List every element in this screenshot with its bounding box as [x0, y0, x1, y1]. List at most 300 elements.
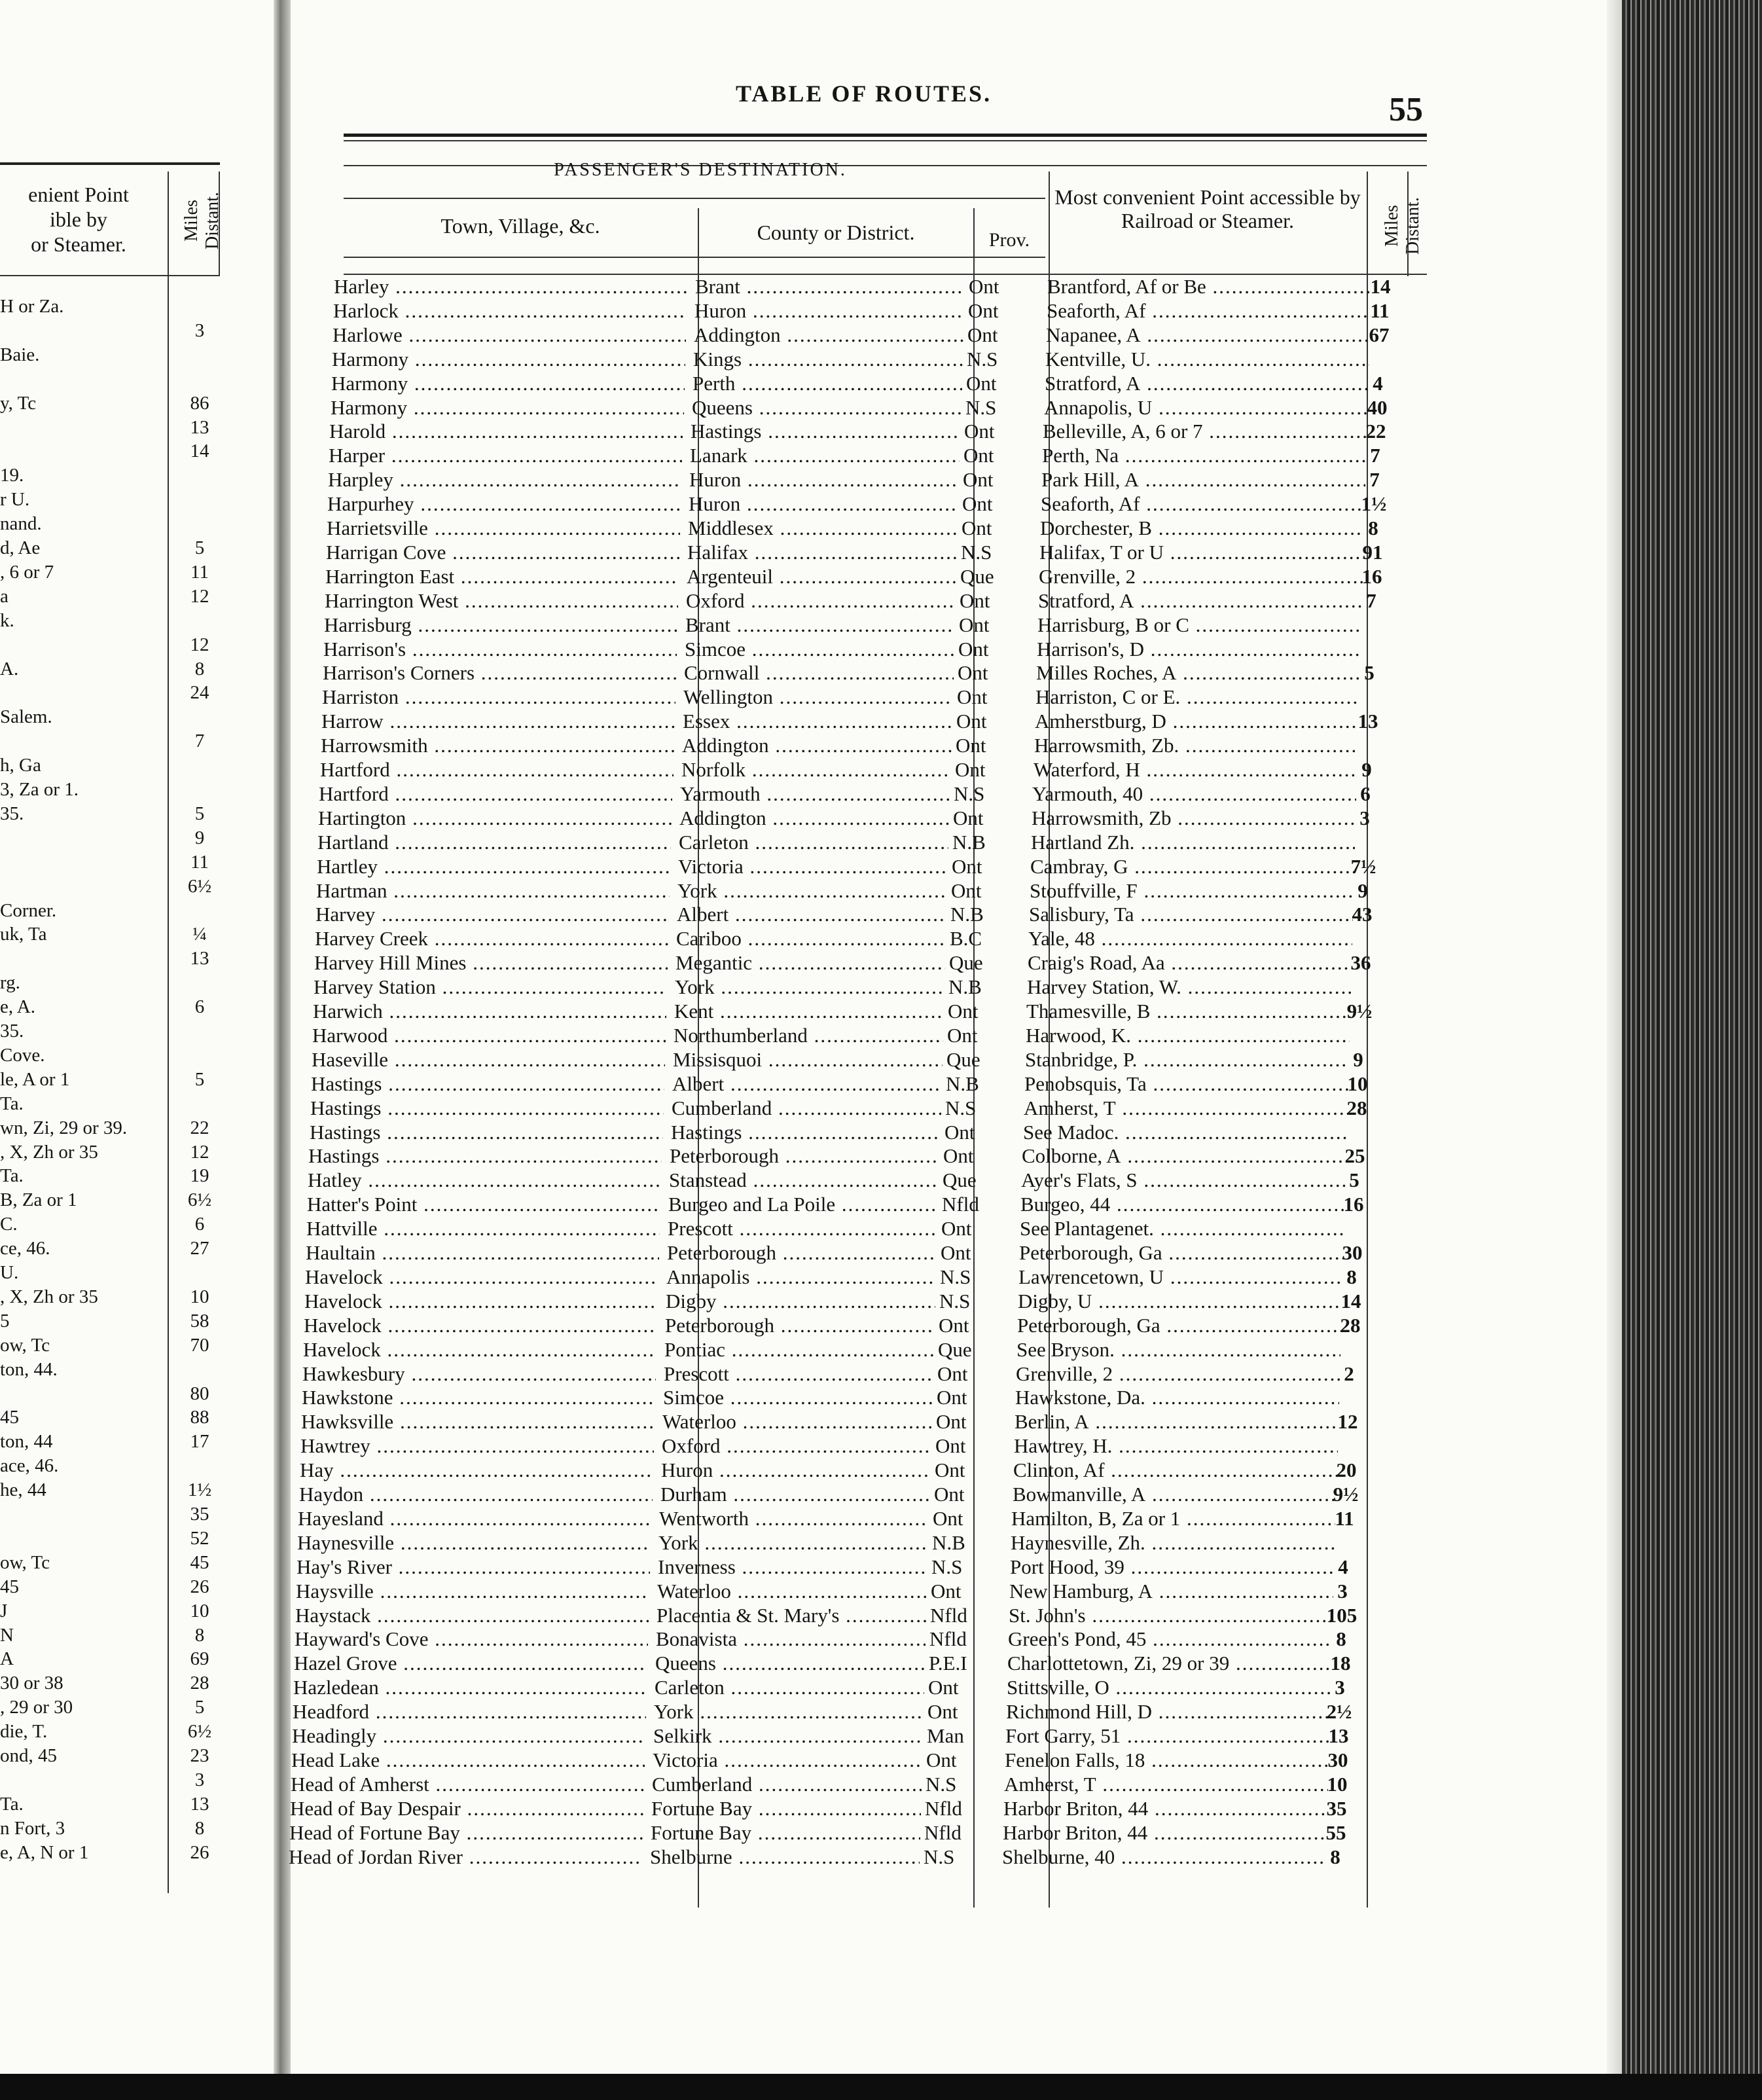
prov-cell: B.C	[950, 927, 982, 950]
left-row-text: A	[0, 1648, 14, 1670]
county-cell: Queens .....	[692, 396, 962, 420]
left-row-miles: 27	[190, 1238, 209, 1259]
miles-cell: 10	[1327, 1772, 1348, 1796]
town-cell: Haysville .....	[296, 1580, 649, 1603]
miles-cell: 9½	[1333, 1483, 1359, 1506]
prov-cell: Ont	[948, 1000, 979, 1023]
left-row-text: y, Tc	[0, 392, 37, 414]
left-row-miles: 3	[194, 1769, 205, 1790]
county-cell: Huron .....	[689, 468, 959, 492]
point-cell: Berlin, A .....	[1015, 1410, 1339, 1434]
left-row-text: d, Ae	[0, 537, 41, 558]
town-cell: Hastings .....	[310, 1121, 663, 1144]
point-cell: Peterborough, Ga .....	[1017, 1314, 1341, 1337]
prov-cell: Ont	[956, 734, 986, 757]
town-cell: Head of Fortune Bay .....	[289, 1821, 643, 1845]
column-rule	[1407, 172, 1409, 276]
point-cell: Belleville, A, 6 or 7 .....	[1043, 420, 1367, 443]
prov-cell: Man	[927, 1724, 964, 1747]
town-cell: Haydon .....	[299, 1483, 653, 1506]
miles-cell: 4	[1338, 1555, 1348, 1578]
left-row-text: 45	[0, 1407, 19, 1428]
town-cell: Hattville .....	[306, 1217, 660, 1240]
town-cell: Harper .....	[329, 444, 682, 467]
county-cell: Prescott .....	[664, 1362, 933, 1386]
prov-cell: Ont	[937, 1362, 968, 1385]
town-cell: Hartington .....	[318, 806, 672, 830]
town-cell: Havelock .....	[305, 1265, 658, 1289]
county-cell: Inverness .....	[658, 1555, 927, 1579]
left-row-miles: 19	[190, 1165, 209, 1187]
county-cell: Yarmouth .....	[680, 782, 950, 806]
left-row-miles: 1½	[187, 1479, 212, 1501]
prov-cell: Ont	[959, 613, 990, 636]
prov-cell: Nfld	[925, 1796, 962, 1820]
left-header-rule	[0, 162, 220, 165]
town-cell: Hartford .....	[319, 782, 672, 806]
point-cell: Burgeo, 44 .....	[1020, 1193, 1344, 1216]
town-cell: Harrigan Cove .....	[326, 541, 679, 564]
left-row-text: ton, 44.	[0, 1358, 58, 1380]
left-row-text: le, A or 1	[0, 1068, 70, 1090]
county-cell: Argenteuil .....	[687, 565, 956, 588]
town-cell: Harrington West .....	[325, 589, 678, 613]
miles-cell: 9	[1361, 758, 1372, 781]
point-cell: Stouffville, F .....	[1030, 879, 1354, 903]
county-cell: Fortune Bay .....	[651, 1821, 920, 1845]
left-row-text: he, 44	[0, 1479, 46, 1501]
miles-cell: 7	[1366, 588, 1376, 612]
county-cell: York .....	[675, 975, 944, 999]
left-row-text: 35.	[0, 1021, 24, 1041]
town-cell: Harmony .....	[332, 348, 685, 371]
miles-cell: 9½	[1346, 1000, 1373, 1023]
miles-cell: 14	[1370, 275, 1391, 298]
left-row-text: Salem.	[0, 706, 52, 728]
town-cell: Head Lake .....	[291, 1748, 645, 1772]
town-cell: Hawkstone .....	[302, 1386, 655, 1409]
county-cell: Placentia & St. Mary's .....	[656, 1604, 926, 1627]
left-row-miles: 12	[190, 1141, 209, 1163]
point-cell: Ayer's Flats, S .....	[1021, 1168, 1345, 1192]
county-cell: Brant .....	[685, 613, 955, 637]
left-header	[0, 182, 157, 257]
county-cell: Burgeo and La Poile .....	[668, 1193, 938, 1216]
county-cell: Digby .....	[666, 1290, 935, 1313]
prov-cell: Que	[949, 951, 983, 975]
left-row-miles: 6½	[187, 1189, 212, 1211]
left-row-text: Cove.	[0, 1044, 45, 1066]
miles-cell: 12	[1337, 1410, 1358, 1434]
county-cell: Cumberland .....	[672, 1096, 941, 1120]
left-row-miles: 5	[194, 1697, 205, 1718]
county-cell: Halifax .....	[687, 541, 957, 564]
prov-cell: Que	[960, 564, 994, 588]
point-cell: Perth, Na .....	[1042, 444, 1366, 467]
prov-cell: Ont	[958, 637, 989, 661]
miles-cell: 8	[1346, 1265, 1357, 1288]
county-cell: Pontiac .....	[664, 1338, 934, 1362]
prov-cell: Ont	[957, 685, 988, 709]
left-row-text: B, Za or 1	[0, 1189, 77, 1211]
point-cell: Fort Garry, 51 .....	[1005, 1724, 1329, 1748]
miles-cell: 36	[1350, 951, 1371, 975]
town-cell: Harvey Creek .....	[315, 927, 668, 950]
left-row-miles: 35	[190, 1504, 209, 1525]
county-cell: Addington .....	[679, 806, 949, 830]
county-cell: Wellington .....	[683, 685, 953, 709]
prov-cell: Ont	[963, 444, 994, 467]
left-row-miles: 9	[194, 827, 205, 848]
point-cell: Brantford, Af or Be .....	[1047, 275, 1371, 299]
town-cell: Hastings .....	[308, 1144, 662, 1168]
left-row-miles: 6½	[187, 875, 212, 897]
scan-border	[0, 2074, 1762, 2100]
left-row-miles: 88	[190, 1407, 209, 1428]
miles-cell: 7½	[1350, 854, 1376, 878]
left-row-text: 45	[0, 1576, 19, 1597]
miles-cell: 8	[1336, 1627, 1346, 1651]
prov-cell: Ont	[962, 492, 993, 516]
county-cell: Addington .....	[682, 734, 952, 757]
miles-cell: 30	[1327, 1748, 1348, 1771]
county-cell: Essex .....	[683, 710, 952, 733]
left-row-text: ond, 45	[0, 1745, 57, 1766]
county-cell: York .....	[658, 1531, 928, 1555]
county-cell: Cariboo .....	[676, 927, 946, 950]
left-row-text: N	[0, 1624, 14, 1646]
miles-cell: 2½	[1326, 1700, 1352, 1724]
county-cell: Prescott .....	[668, 1217, 937, 1240]
point-cell: Amherst, T .....	[1004, 1773, 1328, 1796]
town-cell: Hartland .....	[317, 831, 671, 854]
prov-cell: N.B	[952, 830, 986, 854]
page-number: 55	[1389, 91, 1423, 128]
town-cell: Hatter's Point .....	[307, 1193, 660, 1216]
county-cell: Hastings .....	[671, 1121, 941, 1144]
prov-cell: Nfld	[942, 1193, 979, 1216]
prov-cell: Ont	[947, 1023, 978, 1047]
point-cell: St. John's .....	[1009, 1604, 1333, 1627]
left-row-miles: 13	[190, 948, 209, 969]
point-cell: Richmond Hill, D .....	[1006, 1700, 1330, 1724]
left-row-miles: 8	[194, 658, 205, 679]
county-cell: Peterborough .....	[670, 1144, 939, 1168]
prov-cell: Ont	[943, 1144, 974, 1168]
prov-cell: Ont	[955, 758, 986, 781]
miles-cell: 55	[1325, 1820, 1346, 1844]
column-header-point: Most convenient Point accessible by Railroad or Steamer.	[1054, 185, 1361, 232]
left-row-text: ton, 44	[0, 1431, 53, 1453]
left-row-miles: 70	[190, 1334, 209, 1356]
town-cell: Haynesville .....	[297, 1531, 651, 1555]
prov-cell: Ont	[933, 1506, 963, 1530]
town-cell: Harmony .....	[331, 372, 685, 395]
left-row-text: e, A.	[0, 996, 35, 1018]
prov-cell: Ont	[968, 299, 999, 322]
point-cell: Harrowsmith, Zb .....	[1032, 806, 1356, 830]
point-cell: Fenelon Falls, 18 .....	[1005, 1748, 1329, 1772]
miles-cell: 43	[1352, 903, 1373, 926]
point-cell: Haynesville, Zh. .....	[1011, 1531, 1335, 1555]
left-row-text: die, T.	[0, 1721, 48, 1743]
left-row-text: J	[0, 1600, 8, 1621]
left-row-text: 19.	[0, 465, 24, 486]
county-cell: Huron .....	[694, 299, 964, 323]
miles-cell: 8	[1368, 516, 1378, 539]
left-row-miles: 14	[190, 441, 209, 462]
town-cell: Havelock .....	[303, 1338, 656, 1362]
town-cell: Hayesland .....	[298, 1507, 651, 1530]
county-cell: Hastings .....	[691, 420, 960, 443]
left-row-text: rg.	[0, 972, 20, 994]
prov-cell: Que	[946, 1047, 980, 1071]
town-cell: Hartman .....	[316, 879, 670, 903]
left-row-miles: 3	[194, 319, 205, 341]
point-cell: Bowmanville, A .....	[1013, 1483, 1337, 1506]
town-cell: Harriston .....	[322, 685, 675, 709]
left-row-text: Baie.	[0, 344, 40, 365]
prov-cell: Que	[943, 1168, 977, 1192]
miles-cell: 7	[1369, 468, 1380, 492]
book-gutter	[274, 0, 291, 2100]
town-cell: Harold .....	[329, 420, 683, 443]
prov-cell: N.S	[967, 347, 998, 371]
town-cell: Hastings .....	[311, 1072, 664, 1096]
county-cell: Missisquoi .....	[673, 1048, 943, 1072]
point-cell: Lawrencetown, U .....	[1018, 1265, 1342, 1289]
county-cell: Bonavista .....	[656, 1627, 926, 1651]
point-cell: Digby, U .....	[1018, 1290, 1342, 1313]
miles-cell: 28	[1340, 1313, 1361, 1337]
point-cell: Hamilton, B, Za or 1 .....	[1011, 1507, 1335, 1530]
miles-cell: 5	[1349, 1168, 1359, 1192]
county-cell: Oxford .....	[686, 589, 956, 613]
prov-cell: Nfld	[929, 1627, 967, 1651]
left-row-miles: 8	[194, 1624, 205, 1646]
point-cell: Green's Pond, 45 .....	[1008, 1627, 1332, 1651]
left-row-miles: 10	[190, 1600, 209, 1621]
prov-cell: N.S	[939, 1289, 971, 1312]
left-row-miles: 12	[190, 634, 209, 655]
county-cell: Victoria .....	[653, 1748, 922, 1772]
county-cell: Fortune Bay .....	[651, 1797, 921, 1820]
county-cell: Waterloo .....	[662, 1410, 932, 1434]
miles-label: Miles Distant.	[1382, 197, 1423, 255]
town-cell: Hawkesbury .....	[302, 1362, 656, 1386]
miles-cell: 18	[1330, 1652, 1351, 1675]
town-cell: Haystack .....	[295, 1604, 649, 1627]
town-cell: Harrison's .....	[323, 638, 677, 661]
left-row-miles: 45	[190, 1551, 209, 1573]
county-cell: Huron .....	[689, 492, 958, 516]
prov-cell: Ont	[926, 1748, 957, 1771]
county-cell: Megantic .....	[675, 951, 945, 975]
point-cell: Stratford, A .....	[1038, 589, 1362, 613]
miles-cell: 8	[1330, 1845, 1340, 1868]
town-cell: Harpurhey .....	[327, 492, 681, 516]
prov-cell: Ont	[960, 588, 990, 612]
left-row-miles: 13	[190, 1793, 209, 1815]
left-row-miles: 6½	[187, 1721, 212, 1743]
prov-cell: Ont	[969, 275, 999, 298]
left-header-line: or Steamer.	[31, 232, 126, 256]
left-row-text: ow, Tc	[0, 1334, 50, 1356]
town-cell: Headingly .....	[292, 1724, 645, 1748]
point-cell: Harriston, C or E. .....	[1035, 685, 1359, 709]
point-cell: Stratford, A .....	[1045, 372, 1369, 395]
county-cell: Cornwall .....	[684, 661, 954, 685]
prov-cell: Ont	[941, 1217, 972, 1240]
miles-cell: 4	[1373, 371, 1383, 395]
point-cell: Shelburne, 40 .....	[1002, 1845, 1326, 1869]
town-cell: Hawtrey .....	[300, 1434, 654, 1458]
left-header-bottom-rule	[0, 275, 220, 276]
miles-cell: 25	[1344, 1144, 1365, 1168]
town-cell: Hastings .....	[310, 1096, 664, 1120]
prov-cell: Ont	[934, 1483, 965, 1506]
point-cell: Stanbridge, P. .....	[1025, 1048, 1349, 1072]
miles-cell: 11	[1335, 1506, 1354, 1530]
miles-cell: 6	[1360, 782, 1371, 805]
county-cell: Peterborough .....	[667, 1241, 937, 1265]
miles-cell: 20	[1336, 1458, 1357, 1482]
miles-cell: 7	[1370, 444, 1380, 467]
left-row-miles: 80	[190, 1383, 209, 1404]
point-cell: See Plantagenet. .....	[1020, 1217, 1344, 1240]
left-partial-page	[0, 0, 274, 2074]
town-cell: Harrison's Corners .....	[323, 661, 676, 685]
prov-cell: N.B	[948, 975, 982, 999]
left-row-text: , X, Zh or 35	[0, 1141, 98, 1163]
county-cell: Middlesex .....	[688, 516, 958, 540]
prov-cell: Ont	[967, 323, 998, 346]
county-cell: Perth .....	[692, 372, 962, 395]
left-row-miles: 11	[190, 561, 209, 583]
left-row-text: H or Za.	[0, 296, 64, 317]
left-row-text: k.	[0, 609, 14, 631]
county-cell: Northumberland .....	[674, 1024, 943, 1047]
town-cell: Head of Jordan River .....	[289, 1845, 642, 1869]
point-cell: Harwood, K. .....	[1026, 1024, 1350, 1047]
left-row-text: Ta.	[0, 1793, 24, 1815]
miles-cell: 3	[1359, 806, 1370, 829]
left-row-miles: 6	[194, 996, 205, 1018]
left-row-miles: 52	[190, 1527, 209, 1549]
town-cell: Harley .....	[334, 275, 687, 299]
town-cell: Harrow .....	[321, 710, 675, 733]
left-row-miles: 5	[194, 803, 205, 824]
left-miles-header	[173, 172, 223, 270]
left-row-miles: 26	[190, 1841, 209, 1863]
miles-cell: 67	[1369, 323, 1390, 346]
point-cell: Waterford, H .....	[1034, 758, 1357, 782]
left-row-text: 5	[0, 1310, 10, 1331]
left-row-text: ce, 46.	[0, 1238, 50, 1259]
header-rule	[344, 198, 1045, 199]
left-column-rule	[168, 172, 169, 1893]
running-head: TABLE OF ROUTES.	[736, 81, 992, 107]
prov-cell: Ont	[952, 854, 982, 878]
point-cell: Colborne, A .....	[1022, 1144, 1346, 1168]
miles-cell: 16	[1343, 1193, 1364, 1216]
point-cell: Amherst, T .....	[1024, 1096, 1348, 1120]
left-miles-label: Miles Distant.	[181, 192, 223, 249]
prov-cell: N.S	[961, 540, 992, 564]
town-cell: Haultain .....	[306, 1241, 659, 1265]
county-cell: Selkirk .....	[653, 1724, 923, 1748]
town-cell: Hatley .....	[308, 1168, 661, 1192]
column-header-town: Town, Village, &c.	[440, 214, 600, 238]
destination-group-header: PASSENGER'S DESTINATION.	[554, 160, 847, 180]
miles-cell: 105	[1326, 1603, 1357, 1627]
point-cell: Annapolis, U .....	[1044, 396, 1368, 420]
county-cell: Wentworth .....	[659, 1507, 929, 1530]
left-row-text: e, A, N or 1	[0, 1841, 89, 1863]
county-cell: Annapolis .....	[666, 1265, 936, 1289]
prov-cell: Ont	[966, 371, 997, 395]
point-cell: See Madoc. .....	[1023, 1121, 1347, 1144]
point-cell: See Bryson. .....	[1016, 1338, 1340, 1362]
left-row-text: a	[0, 585, 9, 607]
prov-cell: Ont	[936, 1410, 967, 1434]
county-cell: Kings .....	[693, 348, 963, 371]
town-cell: Harrietsville .....	[327, 516, 680, 540]
point-cell: Port Hood, 39 .....	[1010, 1555, 1334, 1579]
miles-cell: 13	[1328, 1724, 1349, 1747]
town-cell: Havelock .....	[304, 1290, 658, 1313]
left-row-miles: 5	[194, 1068, 205, 1090]
county-cell: Simcoe .....	[663, 1386, 933, 1409]
prov-cell: Nfld	[924, 1820, 962, 1844]
town-cell: Hawksville .....	[301, 1410, 655, 1434]
point-cell: Seaforth, Af .....	[1041, 492, 1365, 516]
town-cell: Harwich .....	[313, 1000, 666, 1023]
prov-cell: Ont	[941, 1241, 971, 1264]
town-cell: Harmony .....	[331, 396, 684, 420]
county-cell: Huron .....	[661, 1458, 931, 1482]
point-cell: Grenville, 2 .....	[1016, 1362, 1340, 1386]
county-cell: Addington .....	[694, 323, 963, 347]
left-row-text: C.	[0, 1214, 18, 1235]
left-row-text: 35.	[0, 803, 24, 824]
left-row-text: h, Ga	[0, 755, 41, 776]
county-cell: Norfolk .....	[681, 758, 951, 782]
county-cell: Carleton .....	[655, 1676, 924, 1699]
point-cell: Harvey Station, W. .....	[1027, 975, 1351, 999]
miles-cell: 3	[1335, 1676, 1345, 1699]
left-row-miles: 26	[190, 1576, 209, 1597]
miles-cell: 16	[1361, 564, 1382, 588]
town-cell: Hartford .....	[320, 758, 674, 782]
county-cell: Carleton .....	[679, 831, 948, 854]
miles-cell: 28	[1346, 1096, 1367, 1119]
point-cell: Penobsquis, Ta .....	[1024, 1072, 1348, 1096]
prov-cell: N.S	[940, 1265, 971, 1288]
left-row-text: r U.	[0, 489, 30, 511]
prov-cell: N.S	[924, 1845, 955, 1868]
town-cell: Harrington East .....	[325, 565, 679, 588]
point-cell: Kentville, U. .....	[1045, 348, 1369, 371]
prov-cell: Ont	[953, 806, 984, 829]
left-row-miles: 17	[190, 1431, 209, 1453]
left-column-rule	[219, 172, 220, 276]
left-row-text: 3, Za or 1.	[0, 779, 79, 800]
left-row-miles: 8	[194, 1817, 205, 1839]
point-cell: Yarmouth, 40 .....	[1032, 782, 1356, 806]
prov-cell: Ont	[958, 661, 988, 685]
county-cell: York .....	[677, 879, 947, 903]
